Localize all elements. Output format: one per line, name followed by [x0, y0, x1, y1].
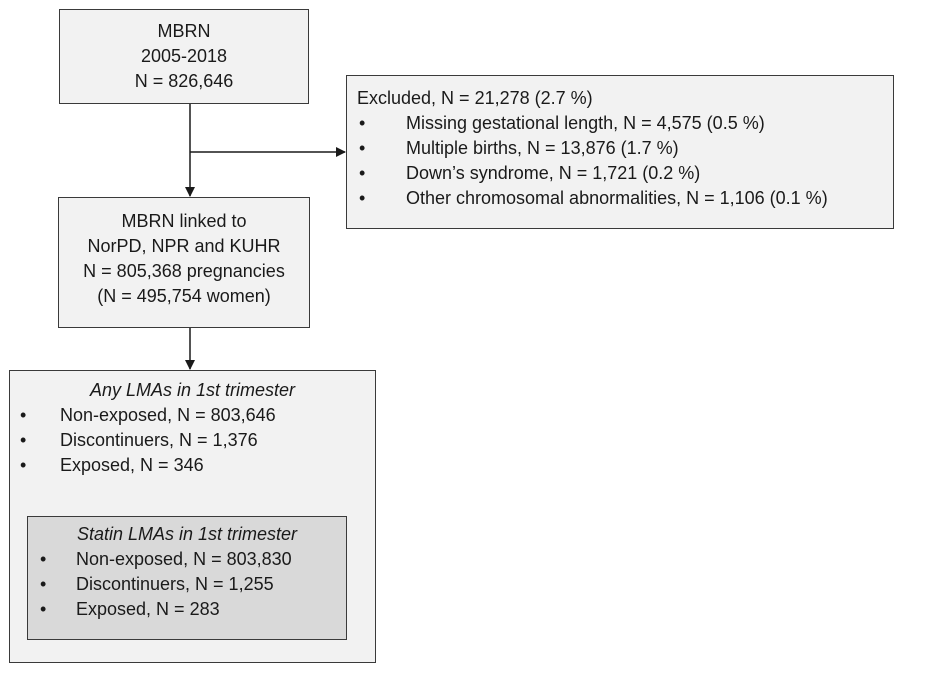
list-item [357, 186, 893, 211]
any-lma-list [10, 403, 375, 478]
linked-line-3: N = 805,368 pregnancies [83, 261, 285, 281]
list-item [357, 136, 893, 161]
bullet-icon: • [40, 549, 47, 569]
list-item [28, 572, 346, 597]
excluded-item-text: Down’s syndrome, N = 1,721 (0.2 %) [406, 163, 701, 183]
statin-lma-item-text: Exposed, N = 283 [76, 599, 220, 619]
excluded-list [357, 111, 893, 211]
any-lma-item-text: Discontinuers, N = 1,376 [60, 430, 258, 450]
bullet-icon: • [20, 430, 27, 450]
statin-lma-box [27, 516, 347, 640]
bullet-icon: • [359, 113, 366, 133]
linked-line-1: MBRN linked to [121, 211, 247, 231]
statin-lma-list [28, 547, 346, 622]
bullet-icon: • [40, 574, 47, 594]
statin-lma-item-text: Non-exposed, N = 803,830 [76, 549, 292, 569]
statin-lma-item-text: Discontinuers, N = 1,255 [76, 574, 274, 594]
any-lma-heading: Any LMAs in 1st trimester [89, 380, 296, 400]
source-line-1: MBRN [157, 21, 211, 41]
bullet-icon: • [20, 455, 27, 475]
bullet-icon: • [359, 163, 366, 183]
linked-line-4: (N = 495,754 women) [97, 286, 271, 306]
linked-population-box [58, 197, 310, 328]
source-line-3: N = 826,646 [134, 71, 234, 91]
list-item [357, 111, 893, 136]
source-population-box [59, 9, 309, 104]
list-item [28, 547, 346, 572]
list-item [10, 403, 375, 428]
statin-lma-heading: Statin LMAs in 1st trimester [76, 524, 298, 544]
list-item [357, 161, 893, 186]
bullet-icon: • [40, 599, 47, 619]
excluded-heading: Excluded, N = 21,278 (2.7 %) [357, 88, 593, 108]
any-lma-item-text: Non-exposed, N = 803,646 [60, 405, 276, 425]
any-lma-item-text: Exposed, N = 346 [60, 455, 204, 475]
list-item [10, 428, 375, 453]
list-item [28, 597, 346, 622]
source-line-2: 2005-2018 [140, 46, 228, 66]
excluded-item-text: Multiple births, N = 13,876 (1.7 %) [406, 138, 679, 158]
list-item [10, 453, 375, 478]
linked-line-2: NorPD, NPR and KUHR [87, 236, 281, 256]
excluded-item-text: Other chromosomal abnormalities, N = 1,106 (0.1 %) [406, 188, 828, 208]
excluded-item-text: Missing gestational length, N = 4,575 (0.5 %) [406, 113, 765, 133]
bullet-icon: • [359, 188, 366, 208]
bullet-icon: • [359, 138, 366, 158]
excluded-box [346, 75, 894, 229]
bullet-icon: • [20, 405, 27, 425]
